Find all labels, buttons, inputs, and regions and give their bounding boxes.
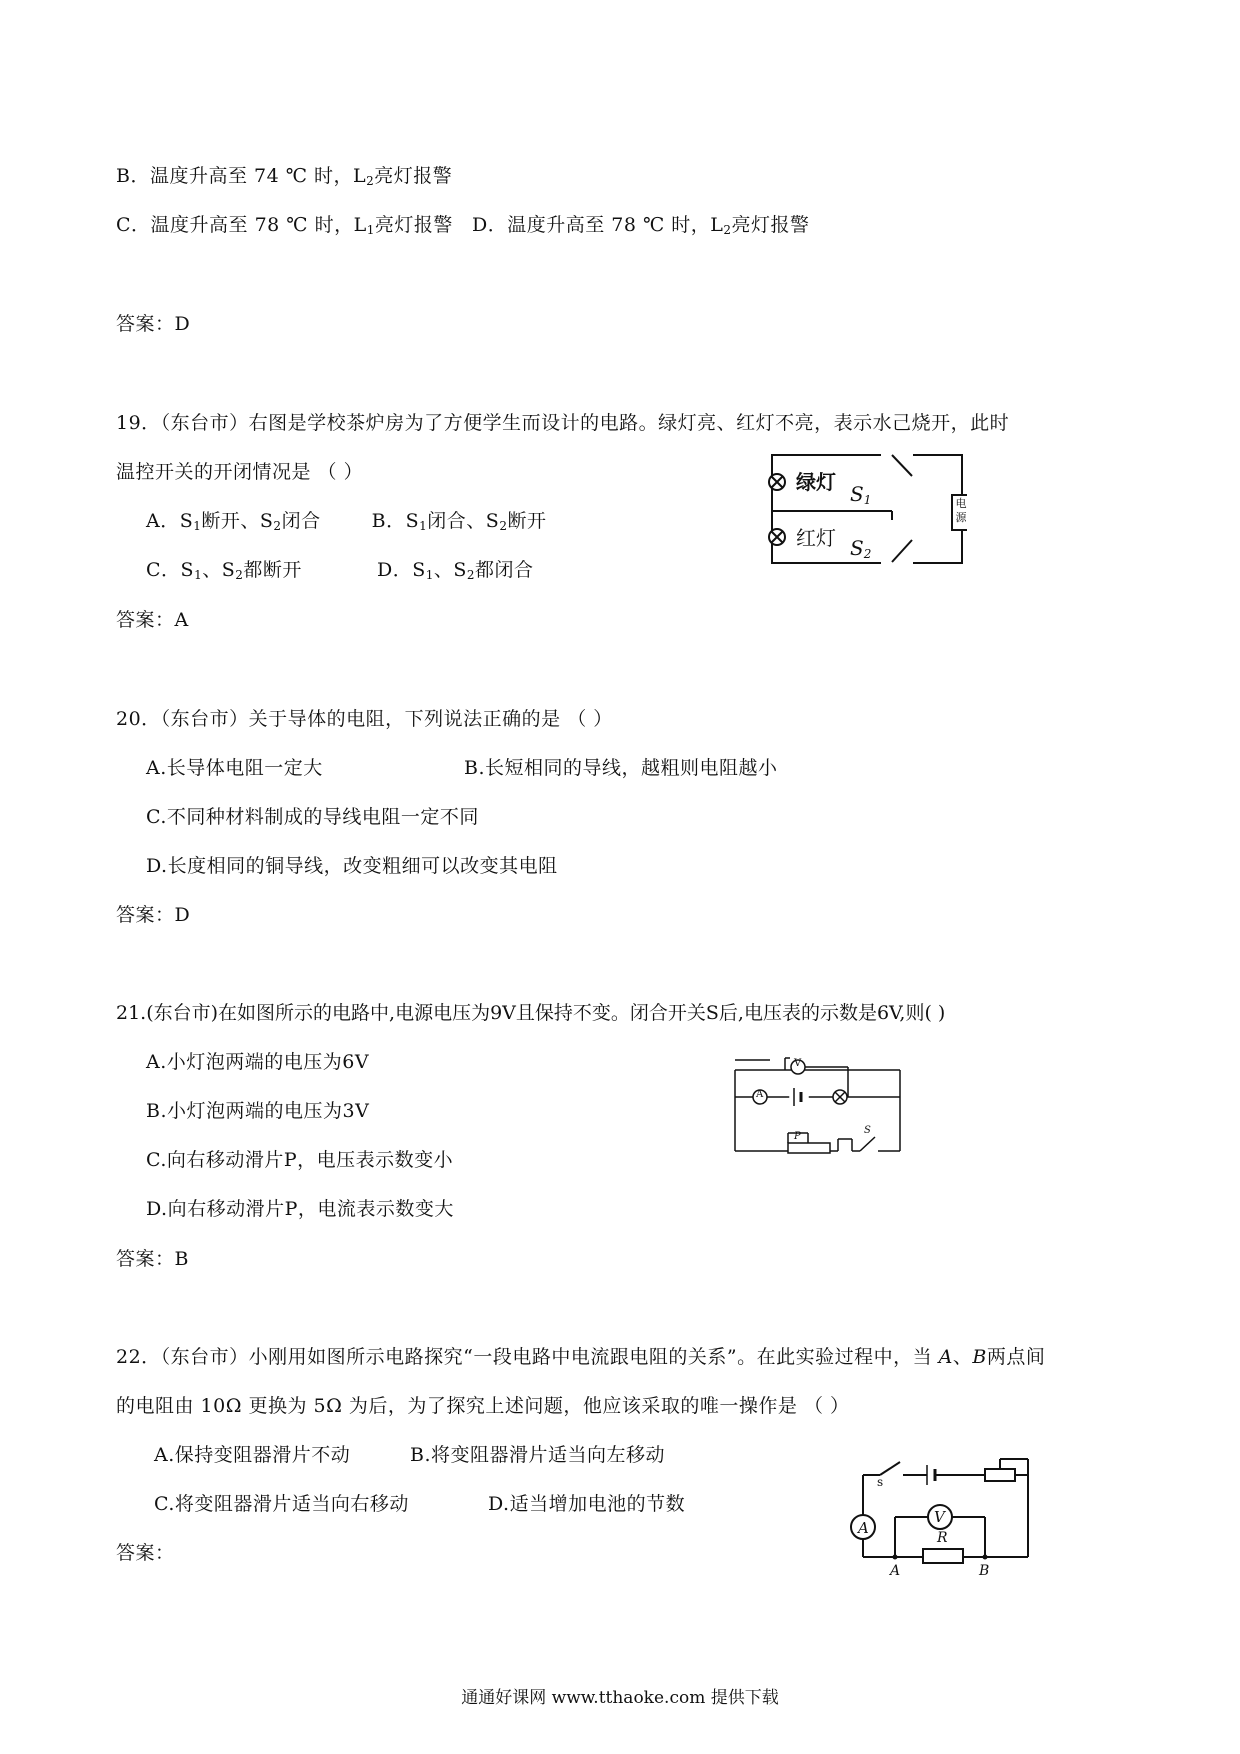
q21-option-d: D.向右移动滑片P，电流表示数变大 bbox=[146, 1198, 454, 1220]
voltmeter-label: V bbox=[934, 1508, 945, 1526]
point-a-label: A bbox=[890, 1563, 901, 1579]
q21-option-c: C.向右移动滑片P，电压表示数变小 bbox=[146, 1149, 454, 1171]
option-c-text: 都断开 bbox=[243, 559, 302, 581]
subscript: 1 bbox=[366, 223, 375, 237]
option-a-text: 断开、S bbox=[201, 510, 274, 532]
switch-s2-letter: S bbox=[850, 536, 864, 560]
q18-options-cd bbox=[116, 210, 810, 237]
point-b-label: B bbox=[979, 1563, 990, 1579]
ammeter-label: A bbox=[756, 1089, 764, 1100]
q22-option-d: D.适当增加电池的节数 bbox=[488, 1493, 686, 1515]
q19-stem-line1: 19．（东台市）右图是学校茶炉房为了方便学生而设计的电路。绿灯亮、红灯不亮，表示水己烧开，此时 bbox=[116, 412, 1010, 434]
subscript: 2 bbox=[466, 568, 476, 582]
point-a-label: A bbox=[938, 1346, 953, 1368]
option-a-text: 闭合 bbox=[281, 510, 321, 532]
option-b-text: B．S bbox=[371, 510, 420, 532]
q20-answer: 答案：D bbox=[116, 904, 191, 926]
option-b-text: 断开 bbox=[507, 510, 547, 532]
option-d-text: D．温度升高至 78 ℃ 时，L bbox=[471, 214, 724, 236]
switch-s2-label bbox=[850, 536, 871, 561]
q21-option-a: A.小灯泡两端的电压为6V bbox=[146, 1051, 370, 1073]
q19-options-cd bbox=[146, 555, 534, 582]
resistor-label: R bbox=[937, 1530, 948, 1546]
q19-options-ab bbox=[146, 506, 546, 533]
option-c-text: C．S bbox=[146, 559, 195, 581]
q20-option-a: A.长导体电阻一定大 bbox=[146, 757, 323, 779]
q20-option-b: B.长短相同的导线，越粗则电阻越小 bbox=[464, 757, 778, 779]
subscript: 2 bbox=[723, 223, 732, 237]
switch-label: S bbox=[864, 1125, 871, 1136]
switch-label: s bbox=[877, 1475, 884, 1489]
option-c-text: 亮灯报警 bbox=[374, 214, 453, 236]
q22-option-b: B.将变阻器滑片适当向左移动 bbox=[410, 1444, 666, 1466]
option-d-text: 、S bbox=[433, 559, 467, 581]
option-d-text: D．S bbox=[376, 559, 426, 581]
subscript: 1 bbox=[193, 519, 202, 533]
q22-stem-line1 bbox=[116, 1342, 1045, 1369]
option-d-text: 亮灯报警 bbox=[731, 214, 810, 236]
q21-answer: 答案：B bbox=[116, 1248, 189, 1270]
q22-option-a: A.保持变阻器滑片不动 bbox=[154, 1444, 351, 1466]
option-d-text: 都闭合 bbox=[475, 559, 534, 581]
q18-option-b bbox=[116, 161, 452, 188]
subscript: 2 bbox=[273, 519, 282, 533]
subscript: 1 bbox=[419, 519, 428, 533]
option-text: 亮灯报警 bbox=[374, 165, 453, 187]
source-label-bottom: 源 bbox=[955, 511, 967, 524]
q21-stem: 21.(东台市)在如图所示的电路中,电源电压为9V且保持不变。闭合开关S后,电压表的示数是6V,则( ) bbox=[116, 1002, 946, 1024]
subscript: 1 bbox=[194, 568, 203, 582]
option-text: B．温度升高至 74 ℃ 时，L bbox=[116, 165, 367, 187]
stem-text: 两点间 bbox=[986, 1346, 1046, 1368]
ammeter-label: A bbox=[858, 1519, 869, 1537]
subscript: 2 bbox=[499, 519, 508, 533]
page-footer: 通通好课网 www.tthaoke.com 提供下载 bbox=[461, 1688, 779, 1708]
switch-s1-letter: S bbox=[850, 482, 864, 506]
switch-s1-label bbox=[850, 482, 871, 507]
voltmeter-label: V bbox=[794, 1058, 802, 1069]
q21-option-b: B.小灯泡两端的电压为3V bbox=[146, 1100, 370, 1122]
q22-stem-line2: 的电阻由 10Ω 更换为 5Ω 为后，为了探究上述问题，他应该采取的唯一操作是 （ ） bbox=[116, 1395, 850, 1417]
stem-text: 22．（东台市）小刚用如图所示电路探究“一段电路中电流跟电阻的关系”。在此实验过程中，当 bbox=[116, 1346, 939, 1368]
q22-circuit-figure bbox=[845, 1455, 1035, 1595]
q18-answer: 答案：D bbox=[116, 313, 191, 335]
subscript: 1 bbox=[425, 568, 434, 582]
option-b-text: 闭合、S bbox=[427, 510, 500, 532]
power-source-label bbox=[955, 497, 967, 525]
subscript: 2 bbox=[863, 547, 872, 561]
option-c-text: C．温度升高至 78 ℃ 时，L bbox=[116, 214, 367, 236]
stem-text: 、 bbox=[952, 1346, 973, 1368]
slider-label: P bbox=[794, 1131, 801, 1142]
subscript: 1 bbox=[863, 493, 872, 507]
q22-option-c: C.将变阻器滑片适当向右移动 bbox=[154, 1493, 409, 1515]
point-b-label: B bbox=[972, 1346, 987, 1368]
q20-stem: 20．（东台市）关于导体的电阻，下列说法正确的是 （ ） bbox=[116, 708, 613, 730]
q21-circuit-figure bbox=[730, 1055, 905, 1160]
option-a-text: A．S bbox=[146, 510, 194, 532]
q19-answer: 答案：A bbox=[116, 609, 189, 631]
q20-option-d: D.长度相同的铜导线，改变粗细可以改变其电阻 bbox=[146, 855, 558, 877]
q19-stem-line2: 温控开关的开闭情况是 （ ） bbox=[116, 461, 364, 483]
q22-answer: 答案： bbox=[116, 1542, 175, 1564]
subscript: 2 bbox=[235, 568, 244, 582]
subscript: 2 bbox=[366, 174, 375, 188]
source-label-top: 电 bbox=[955, 497, 967, 510]
q20-option-c: C.不同种材料制成的导线电阻一定不同 bbox=[146, 806, 479, 828]
option-c-text: 、S bbox=[202, 559, 236, 581]
q19-circuit-figure bbox=[762, 450, 967, 568]
green-lamp-label: 绿灯 bbox=[796, 470, 836, 494]
red-lamp-label: 红灯 bbox=[796, 526, 836, 550]
